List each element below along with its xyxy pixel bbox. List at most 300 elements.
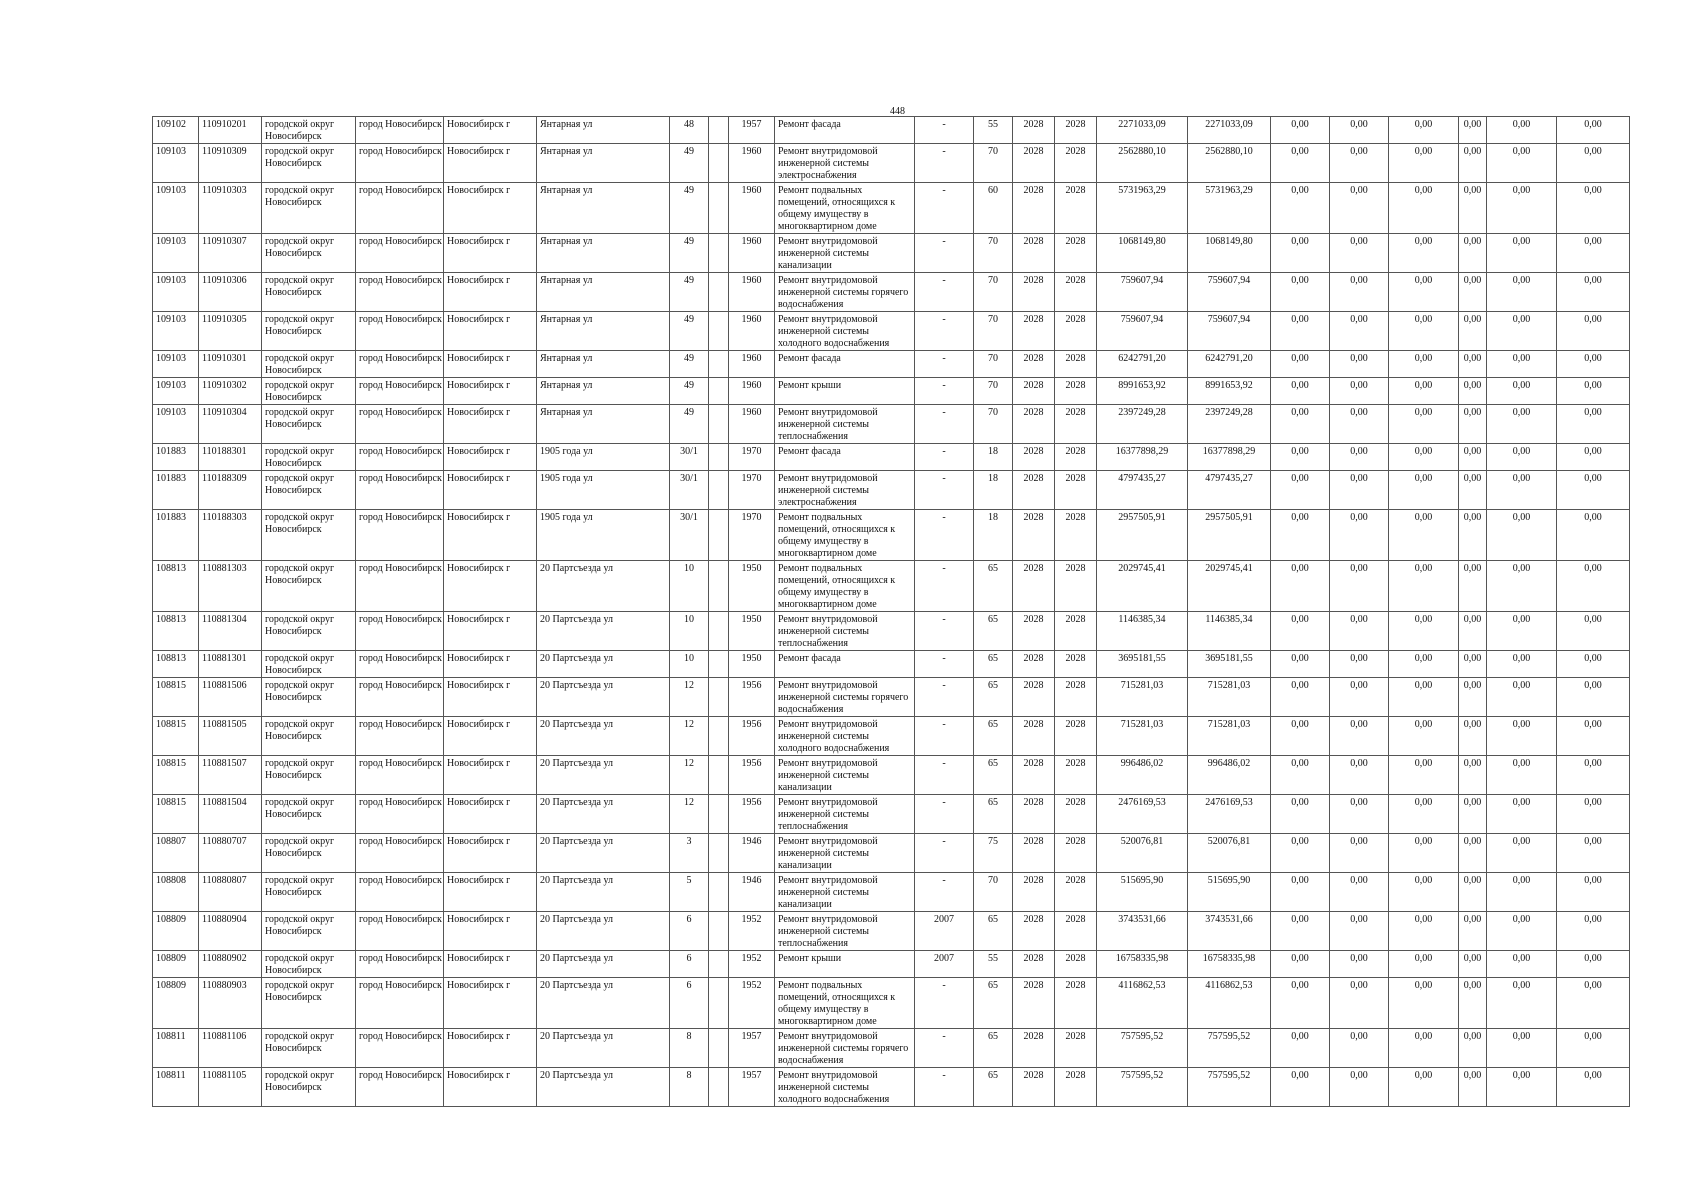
cell-street: 20 Партсъезда ул xyxy=(537,561,670,612)
cell-year: 1957 xyxy=(729,117,775,144)
cell-street: Янтарная ул xyxy=(537,312,670,351)
cell-id: 108809 xyxy=(153,978,199,1029)
cell-city: город Новосибирск xyxy=(356,951,444,978)
cell-plan-start: 2028 xyxy=(1013,978,1055,1029)
cell-district: городской округ Новосибирск xyxy=(262,756,356,795)
cell-v5: 0,00 xyxy=(1487,351,1557,378)
cell-wear: 75 xyxy=(974,834,1013,873)
cell-v1: 0,00 xyxy=(1271,561,1330,612)
cell-wear: 65 xyxy=(974,756,1013,795)
cell-extra xyxy=(709,117,729,144)
cell-cost-fund: 3695181,55 xyxy=(1188,651,1271,678)
cell-id: 109103 xyxy=(153,312,199,351)
cell-wear: 65 xyxy=(974,1029,1013,1068)
cell-house: 49 xyxy=(670,273,709,312)
cell-plan-end: 2028 xyxy=(1055,405,1097,444)
cell-id: 101883 xyxy=(153,510,199,561)
cell-plan-start: 2028 xyxy=(1013,951,1055,978)
cell-city: город Новосибирск xyxy=(356,678,444,717)
table-row xyxy=(153,717,1630,756)
cell-v2: 0,00 xyxy=(1330,273,1389,312)
cell-house: 12 xyxy=(670,717,709,756)
cell-prev: - xyxy=(915,351,974,378)
cell-cost-total: 6242791,20 xyxy=(1097,351,1188,378)
cell-plan-end: 2028 xyxy=(1055,1068,1097,1107)
cell-cost-total: 715281,03 xyxy=(1097,717,1188,756)
cell-year: 1952 xyxy=(729,978,775,1029)
cell-wear: 55 xyxy=(974,951,1013,978)
cell-v3: 0,00 xyxy=(1389,951,1459,978)
cell-v4: 0,00 xyxy=(1459,117,1487,144)
cell-v4: 0,00 xyxy=(1459,444,1487,471)
cell-cost-fund: 757595,52 xyxy=(1188,1029,1271,1068)
cell-plan-start: 2028 xyxy=(1013,510,1055,561)
cell-locality: Новосибирск г xyxy=(444,756,537,795)
cell-district: городской округ Новосибирск xyxy=(262,183,356,234)
cell-cost-fund: 759607,94 xyxy=(1188,273,1271,312)
cell-cost-fund: 520076,81 xyxy=(1188,834,1271,873)
cell-id: 108809 xyxy=(153,951,199,978)
cell-wear: 65 xyxy=(974,612,1013,651)
cell-locality: Новосибирск г xyxy=(444,678,537,717)
cell-v1: 0,00 xyxy=(1271,756,1330,795)
cell-cost-fund: 759607,94 xyxy=(1188,312,1271,351)
cell-v2: 0,00 xyxy=(1330,1029,1389,1068)
cell-v5: 0,00 xyxy=(1487,273,1557,312)
cell-cost-total: 3743531,66 xyxy=(1097,912,1188,951)
cell-year: 1952 xyxy=(729,912,775,951)
cell-locality: Новосибирск г xyxy=(444,1029,537,1068)
cell-work: Ремонт внутридомовой инженерной системы канализации xyxy=(775,873,915,912)
table-row xyxy=(153,1068,1630,1107)
cell-v3: 0,00 xyxy=(1389,117,1459,144)
cell-locality: Новосибирск г xyxy=(444,951,537,978)
cell-plan-start: 2028 xyxy=(1013,834,1055,873)
cell-v4: 0,00 xyxy=(1459,471,1487,510)
cell-city: город Новосибирск xyxy=(356,1029,444,1068)
cell-plan-end: 2028 xyxy=(1055,378,1097,405)
cell-extra xyxy=(709,312,729,351)
cell-extra xyxy=(709,678,729,717)
cell-v5: 0,00 xyxy=(1487,1029,1557,1068)
cell-v1: 0,00 xyxy=(1271,510,1330,561)
cell-v6: 0,00 xyxy=(1557,234,1630,273)
cell-district: городской округ Новосибирск xyxy=(262,978,356,1029)
cell-v2: 0,00 xyxy=(1330,756,1389,795)
cell-code: 110881301 xyxy=(199,651,262,678)
table-row xyxy=(153,834,1630,873)
cell-v3: 0,00 xyxy=(1389,651,1459,678)
cell-cost-total: 4116862,53 xyxy=(1097,978,1188,1029)
cell-v3: 0,00 xyxy=(1389,444,1459,471)
cell-code: 110880904 xyxy=(199,912,262,951)
cell-v6: 0,00 xyxy=(1557,795,1630,834)
cell-year: 1946 xyxy=(729,834,775,873)
table-row xyxy=(153,873,1630,912)
cell-plan-end: 2028 xyxy=(1055,717,1097,756)
cell-v2: 0,00 xyxy=(1330,951,1389,978)
cell-street: 1905 года ул xyxy=(537,444,670,471)
cell-locality: Новосибирск г xyxy=(444,978,537,1029)
cell-v1: 0,00 xyxy=(1271,795,1330,834)
cell-year: 1956 xyxy=(729,756,775,795)
cell-plan-end: 2028 xyxy=(1055,117,1097,144)
table-row xyxy=(153,978,1630,1029)
cell-plan-start: 2028 xyxy=(1013,405,1055,444)
cell-v2: 0,00 xyxy=(1330,312,1389,351)
cell-v6: 0,00 xyxy=(1557,912,1630,951)
cell-locality: Новосибирск г xyxy=(444,351,537,378)
cell-code: 110881507 xyxy=(199,756,262,795)
cell-v1: 0,00 xyxy=(1271,471,1330,510)
cell-v6: 0,00 xyxy=(1557,678,1630,717)
cell-year: 1970 xyxy=(729,444,775,471)
cell-city: город Новосибирск xyxy=(356,717,444,756)
cell-house: 8 xyxy=(670,1029,709,1068)
cell-plan-start: 2028 xyxy=(1013,234,1055,273)
cell-cost-fund: 2957505,91 xyxy=(1188,510,1271,561)
repair-register-table xyxy=(152,116,1630,1107)
cell-district: городской округ Новосибирск xyxy=(262,234,356,273)
cell-v6: 0,00 xyxy=(1557,834,1630,873)
cell-city: город Новосибирск xyxy=(356,510,444,561)
cell-id: 108811 xyxy=(153,1029,199,1068)
cell-code: 110910305 xyxy=(199,312,262,351)
cell-code: 110910303 xyxy=(199,183,262,234)
cell-v1: 0,00 xyxy=(1271,717,1330,756)
cell-locality: Новосибирск г xyxy=(444,144,537,183)
cell-v6: 0,00 xyxy=(1557,312,1630,351)
cell-v6: 0,00 xyxy=(1557,117,1630,144)
cell-street: 20 Партсъезда ул xyxy=(537,873,670,912)
cell-id: 108807 xyxy=(153,834,199,873)
cell-extra xyxy=(709,405,729,444)
cell-cost-total: 5731963,29 xyxy=(1097,183,1188,234)
table-row xyxy=(153,678,1630,717)
cell-v5: 0,00 xyxy=(1487,717,1557,756)
cell-prev: - xyxy=(915,234,974,273)
cell-work: Ремонт внутридомовой инженерной системы канализации xyxy=(775,234,915,273)
cell-prev: - xyxy=(915,510,974,561)
cell-code: 110881506 xyxy=(199,678,262,717)
cell-city: город Новосибирск xyxy=(356,561,444,612)
cell-cost-fund: 2397249,28 xyxy=(1188,405,1271,444)
cell-code: 110880807 xyxy=(199,873,262,912)
table-row xyxy=(153,183,1630,234)
cell-city: город Новосибирск xyxy=(356,234,444,273)
cell-city: город Новосибирск xyxy=(356,351,444,378)
cell-cost-fund: 515695,90 xyxy=(1188,873,1271,912)
cell-v4: 0,00 xyxy=(1459,312,1487,351)
cell-street: 20 Партсъезда ул xyxy=(537,612,670,651)
cell-v4: 0,00 xyxy=(1459,183,1487,234)
cell-plan-end: 2028 xyxy=(1055,444,1097,471)
cell-cost-total: 715281,03 xyxy=(1097,678,1188,717)
cell-plan-start: 2028 xyxy=(1013,561,1055,612)
cell-plan-end: 2028 xyxy=(1055,273,1097,312)
cell-v5: 0,00 xyxy=(1487,378,1557,405)
cell-wear: 70 xyxy=(974,273,1013,312)
cell-v5: 0,00 xyxy=(1487,144,1557,183)
cell-cost-total: 520076,81 xyxy=(1097,834,1188,873)
cell-v6: 0,00 xyxy=(1557,978,1630,1029)
cell-id: 109103 xyxy=(153,351,199,378)
cell-prev: - xyxy=(915,405,974,444)
cell-cost-total: 2271033,09 xyxy=(1097,117,1188,144)
cell-id: 101883 xyxy=(153,471,199,510)
table-row xyxy=(153,234,1630,273)
cell-year: 1970 xyxy=(729,471,775,510)
cell-v1: 0,00 xyxy=(1271,873,1330,912)
cell-id: 109103 xyxy=(153,405,199,444)
cell-v5: 0,00 xyxy=(1487,651,1557,678)
cell-code: 110188301 xyxy=(199,444,262,471)
cell-year: 1946 xyxy=(729,873,775,912)
cell-extra xyxy=(709,756,729,795)
cell-plan-end: 2028 xyxy=(1055,651,1097,678)
cell-v4: 0,00 xyxy=(1459,561,1487,612)
cell-code: 110880707 xyxy=(199,834,262,873)
cell-city: город Новосибирск xyxy=(356,873,444,912)
cell-locality: Новосибирск г xyxy=(444,471,537,510)
cell-locality: Новосибирск г xyxy=(444,717,537,756)
cell-v5: 0,00 xyxy=(1487,312,1557,351)
cell-v6: 0,00 xyxy=(1557,651,1630,678)
cell-cost-total: 757595,52 xyxy=(1097,1029,1188,1068)
table-row xyxy=(153,444,1630,471)
cell-house: 8 xyxy=(670,1068,709,1107)
cell-work: Ремонт внутридомовой инженерной системы холодного водоснабжения xyxy=(775,717,915,756)
cell-locality: Новосибирск г xyxy=(444,183,537,234)
cell-district: городской округ Новосибирск xyxy=(262,405,356,444)
cell-prev: - xyxy=(915,1029,974,1068)
cell-cost-total: 4797435,27 xyxy=(1097,471,1188,510)
cell-v4: 0,00 xyxy=(1459,1029,1487,1068)
cell-cost-fund: 16758335,98 xyxy=(1188,951,1271,978)
cell-district: городской округ Новосибирск xyxy=(262,795,356,834)
cell-street: 1905 года ул xyxy=(537,471,670,510)
cell-city: город Новосибирск xyxy=(356,183,444,234)
cell-district: городской округ Новосибирск xyxy=(262,444,356,471)
cell-cost-fund: 1068149,80 xyxy=(1188,234,1271,273)
cell-work: Ремонт внутридомовой инженерной системы канализации xyxy=(775,834,915,873)
cell-wear: 65 xyxy=(974,651,1013,678)
cell-v2: 0,00 xyxy=(1330,873,1389,912)
cell-plan-start: 2028 xyxy=(1013,717,1055,756)
cell-work: Ремонт внутридомовой инженерной системы канализации xyxy=(775,756,915,795)
cell-code: 110881303 xyxy=(199,561,262,612)
table-body xyxy=(153,117,1630,1107)
cell-city: город Новосибирск xyxy=(356,444,444,471)
cell-wear: 60 xyxy=(974,183,1013,234)
cell-house: 10 xyxy=(670,612,709,651)
cell-district: городской округ Новосибирск xyxy=(262,273,356,312)
cell-wear: 65 xyxy=(974,717,1013,756)
cell-cost-total: 16377898,29 xyxy=(1097,444,1188,471)
cell-code: 110910302 xyxy=(199,378,262,405)
cell-v3: 0,00 xyxy=(1389,1068,1459,1107)
cell-wear: 70 xyxy=(974,405,1013,444)
cell-id: 109103 xyxy=(153,273,199,312)
cell-v6: 0,00 xyxy=(1557,273,1630,312)
cell-plan-end: 2028 xyxy=(1055,561,1097,612)
cell-year: 1956 xyxy=(729,678,775,717)
cell-code: 110910309 xyxy=(199,144,262,183)
cell-plan-start: 2028 xyxy=(1013,471,1055,510)
cell-street: Янтарная ул xyxy=(537,351,670,378)
cell-v3: 0,00 xyxy=(1389,144,1459,183)
cell-v2: 0,00 xyxy=(1330,1068,1389,1107)
cell-v6: 0,00 xyxy=(1557,873,1630,912)
cell-v2: 0,00 xyxy=(1330,234,1389,273)
cell-locality: Новосибирск г xyxy=(444,234,537,273)
cell-locality: Новосибирск г xyxy=(444,834,537,873)
cell-extra xyxy=(709,351,729,378)
cell-district: городской округ Новосибирск xyxy=(262,834,356,873)
cell-code: 110188309 xyxy=(199,471,262,510)
cell-street: 20 Партсъезда ул xyxy=(537,717,670,756)
cell-v5: 0,00 xyxy=(1487,678,1557,717)
cell-plan-end: 2028 xyxy=(1055,912,1097,951)
cell-wear: 65 xyxy=(974,978,1013,1029)
cell-locality: Новосибирск г xyxy=(444,1068,537,1107)
cell-v3: 0,00 xyxy=(1389,378,1459,405)
cell-street: Янтарная ул xyxy=(537,405,670,444)
cell-cost-total: 515695,90 xyxy=(1097,873,1188,912)
cell-house: 49 xyxy=(670,234,709,273)
cell-locality: Новосибирск г xyxy=(444,378,537,405)
table-row xyxy=(153,405,1630,444)
cell-v1: 0,00 xyxy=(1271,117,1330,144)
cell-cost-fund: 996486,02 xyxy=(1188,756,1271,795)
cell-work: Ремонт подвальных помещений, относящихся к общему имуществу в многоквартирном доме xyxy=(775,183,915,234)
cell-v5: 0,00 xyxy=(1487,117,1557,144)
table-row xyxy=(153,561,1630,612)
cell-work: Ремонт внутридомовой инженерной системы теплоснабжения xyxy=(775,795,915,834)
cell-wear: 18 xyxy=(974,510,1013,561)
cell-extra xyxy=(709,612,729,651)
cell-code: 110910306 xyxy=(199,273,262,312)
cell-v5: 0,00 xyxy=(1487,1068,1557,1107)
cell-district: городской округ Новосибирск xyxy=(262,612,356,651)
cell-house: 6 xyxy=(670,912,709,951)
cell-code: 110910201 xyxy=(199,117,262,144)
cell-street: 20 Партсъезда ул xyxy=(537,951,670,978)
cell-v6: 0,00 xyxy=(1557,351,1630,378)
cell-cost-fund: 1146385,34 xyxy=(1188,612,1271,651)
cell-id: 109103 xyxy=(153,234,199,273)
cell-prev: - xyxy=(915,795,974,834)
cell-v2: 0,00 xyxy=(1330,183,1389,234)
cell-wear: 70 xyxy=(974,234,1013,273)
cell-city: город Новосибирск xyxy=(356,834,444,873)
cell-v2: 0,00 xyxy=(1330,978,1389,1029)
cell-city: город Новосибирск xyxy=(356,312,444,351)
cell-v3: 0,00 xyxy=(1389,183,1459,234)
cell-v3: 0,00 xyxy=(1389,1029,1459,1068)
cell-id: 109103 xyxy=(153,144,199,183)
cell-house: 49 xyxy=(670,183,709,234)
cell-work: Ремонт внутридомовой инженерной системы горячего водоснабжения xyxy=(775,678,915,717)
table-row xyxy=(153,510,1630,561)
cell-prev: - xyxy=(915,144,974,183)
cell-district: городской округ Новосибирск xyxy=(262,1029,356,1068)
cell-v6: 0,00 xyxy=(1557,444,1630,471)
cell-plan-end: 2028 xyxy=(1055,312,1097,351)
cell-district: городской округ Новосибирск xyxy=(262,144,356,183)
cell-street: 20 Партсъезда ул xyxy=(537,978,670,1029)
cell-v5: 0,00 xyxy=(1487,405,1557,444)
cell-plan-end: 2028 xyxy=(1055,351,1097,378)
cell-cost-fund: 757595,52 xyxy=(1188,1068,1271,1107)
cell-work: Ремонт внутридомовой инженерной системы холодного водоснабжения xyxy=(775,1068,915,1107)
cell-v3: 0,00 xyxy=(1389,978,1459,1029)
table-row xyxy=(153,351,1630,378)
cell-year: 1956 xyxy=(729,795,775,834)
cell-city: город Новосибирск xyxy=(356,978,444,1029)
cell-plan-end: 2028 xyxy=(1055,510,1097,561)
cell-v3: 0,00 xyxy=(1389,561,1459,612)
cell-locality: Новосибирск г xyxy=(444,912,537,951)
cell-prev: - xyxy=(915,873,974,912)
cell-v3: 0,00 xyxy=(1389,678,1459,717)
cell-cost-total: 1068149,80 xyxy=(1097,234,1188,273)
cell-v1: 0,00 xyxy=(1271,912,1330,951)
cell-plan-end: 2028 xyxy=(1055,873,1097,912)
cell-wear: 70 xyxy=(974,312,1013,351)
cell-v1: 0,00 xyxy=(1271,312,1330,351)
cell-code: 110910301 xyxy=(199,351,262,378)
cell-v3: 0,00 xyxy=(1389,795,1459,834)
cell-year: 1950 xyxy=(729,651,775,678)
cell-code: 110910307 xyxy=(199,234,262,273)
cell-id: 101883 xyxy=(153,444,199,471)
cell-v2: 0,00 xyxy=(1330,117,1389,144)
cell-v6: 0,00 xyxy=(1557,951,1630,978)
cell-year: 1957 xyxy=(729,1029,775,1068)
cell-prev: 2007 xyxy=(915,912,974,951)
cell-v4: 0,00 xyxy=(1459,651,1487,678)
cell-extra xyxy=(709,273,729,312)
cell-work: Ремонт внутридомовой инженерной системы горячего водоснабжения xyxy=(775,273,915,312)
cell-plan-end: 2028 xyxy=(1055,471,1097,510)
table-row xyxy=(153,273,1630,312)
cell-v2: 0,00 xyxy=(1330,651,1389,678)
cell-extra xyxy=(709,912,729,951)
cell-extra xyxy=(709,234,729,273)
cell-prev: - xyxy=(915,561,974,612)
cell-v6: 0,00 xyxy=(1557,717,1630,756)
cell-house: 49 xyxy=(670,378,709,405)
cell-v3: 0,00 xyxy=(1389,405,1459,444)
cell-v4: 0,00 xyxy=(1459,717,1487,756)
cell-district: городской округ Новосибирск xyxy=(262,561,356,612)
cell-house: 30/1 xyxy=(670,471,709,510)
cell-plan-start: 2028 xyxy=(1013,144,1055,183)
cell-work: Ремонт фасада xyxy=(775,117,915,144)
cell-cost-fund: 8991653,92 xyxy=(1188,378,1271,405)
cell-locality: Новосибирск г xyxy=(444,405,537,444)
cell-plan-end: 2028 xyxy=(1055,834,1097,873)
cell-work: Ремонт фасада xyxy=(775,444,915,471)
cell-code: 110188303 xyxy=(199,510,262,561)
cell-v5: 0,00 xyxy=(1487,183,1557,234)
cell-plan-end: 2028 xyxy=(1055,951,1097,978)
cell-plan-start: 2028 xyxy=(1013,444,1055,471)
cell-v2: 0,00 xyxy=(1330,834,1389,873)
cell-v5: 0,00 xyxy=(1487,951,1557,978)
cell-year: 1960 xyxy=(729,351,775,378)
